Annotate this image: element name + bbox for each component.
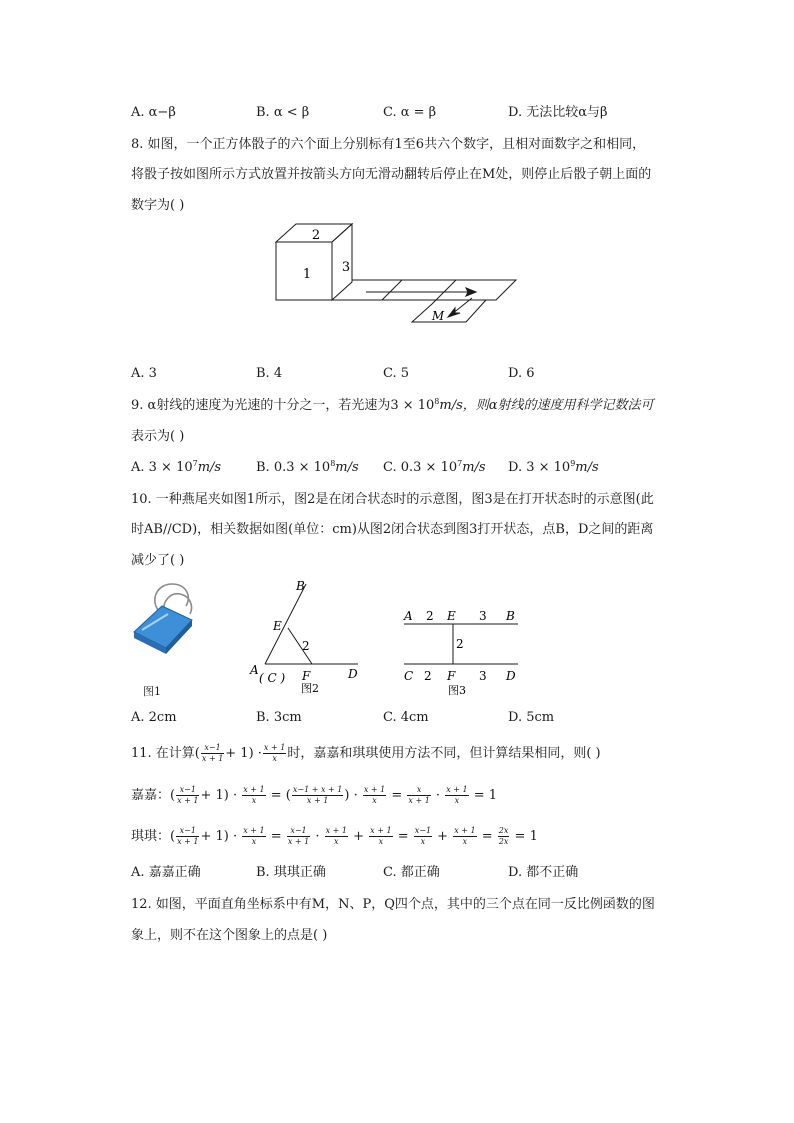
q9-option-b xyxy=(256,458,359,478)
fig2-label-b: B xyxy=(296,579,305,593)
qiqi-result: 1 xyxy=(529,829,538,844)
frac-den: x xyxy=(251,837,257,846)
q7-option-a: A. α−β xyxy=(131,105,176,120)
q9-text-line2: 表示为( ) xyxy=(131,429,185,444)
frac xyxy=(176,785,199,806)
fig3-label-d: D xyxy=(506,669,516,683)
q11-option-c: C. 都正确 xyxy=(383,865,440,880)
equals: = xyxy=(266,829,286,844)
q8-text-line1: 8. 如图，一个正方体骰子的六个面上分别标有1至6共六个数字，且相对面数字之和相同， xyxy=(131,137,646,152)
qiqi-label: 琪琪： xyxy=(131,829,171,844)
fig3-label-a: A xyxy=(404,609,413,623)
frac-num: x−1 xyxy=(414,826,432,835)
q9-option-a-exp: 7 xyxy=(192,459,198,468)
q11-jiajia-line xyxy=(131,785,497,806)
q9-option-a xyxy=(131,458,221,478)
frac xyxy=(363,785,386,806)
dot: · xyxy=(431,788,445,803)
q11-mid: + 1) · xyxy=(225,746,262,761)
fig2-closed-diagram xyxy=(244,576,369,696)
plus: + xyxy=(349,829,369,844)
fig3-caption: 图3 xyxy=(448,684,466,696)
fig3-label-b: B xyxy=(506,609,515,623)
fig3-open-diagram xyxy=(396,600,526,696)
q12-text-line1: 12. 如图，平面直角坐标系中有M，N、P，Q四个点，其中的三个点在同一反比例函数的图 xyxy=(131,897,655,912)
plus-one-close: + 1) · xyxy=(200,788,242,803)
fig2-label-e: E xyxy=(273,619,282,633)
fig2-label-2: 2 xyxy=(302,639,310,653)
fig3-label-cf: 2 xyxy=(424,669,432,683)
q8-option-d: D. 6 xyxy=(508,366,535,381)
frac-num: x + 1 xyxy=(446,785,468,794)
frac-num: x−1 xyxy=(176,826,199,837)
frac xyxy=(242,826,265,847)
frac xyxy=(292,785,343,806)
frac-den: x xyxy=(272,754,277,763)
frac-num: x−1 + x + 1 xyxy=(292,785,343,794)
frac-num: 2x xyxy=(498,826,509,835)
frac-num: x + 1 xyxy=(263,743,286,752)
dice-top-number: 2 xyxy=(311,228,321,243)
frac-den: x + 1 xyxy=(201,754,224,763)
q11-qiqi-line xyxy=(131,826,538,847)
frac-num: x + 1 xyxy=(243,785,265,794)
frac-den: x xyxy=(462,837,468,846)
jiajia-label: 嘉嘉： xyxy=(131,788,171,803)
frac-den: x xyxy=(420,837,426,846)
frac-num: x−1 xyxy=(287,826,310,837)
frac-num: x + 1 xyxy=(325,826,347,835)
frac-den: x + 1 xyxy=(177,837,199,846)
frac xyxy=(453,826,476,847)
fig3-label-ae: 2 xyxy=(426,609,434,623)
q11-option-d: D. 都不正确 xyxy=(508,865,579,880)
fig2-label-c: ( C ) xyxy=(259,671,286,685)
frac-num: x + 1 xyxy=(243,826,265,835)
dice-figure xyxy=(270,220,525,330)
close-dot: ) · xyxy=(344,788,362,803)
q9-option-b-exp: 8 xyxy=(330,459,336,468)
q9-option-d-base: D. 3 × 10 xyxy=(508,460,571,475)
equals: = xyxy=(510,829,530,844)
fig2-caption: 图2 xyxy=(301,682,319,695)
q7-option-b: B. α < β xyxy=(256,105,310,120)
track-m-cell xyxy=(412,300,486,322)
equals-open: = ( xyxy=(266,788,291,803)
q9-option-c-exp: 7 xyxy=(457,459,463,468)
q8-option-c: C. 5 xyxy=(383,366,410,381)
frac xyxy=(176,826,199,847)
q10-option-b: B. 3cm xyxy=(256,710,302,725)
jiajia-result: 1 xyxy=(488,788,498,803)
q11-frac-b xyxy=(263,743,286,764)
frac-den: x xyxy=(372,796,377,805)
q8-option-b: B. 4 xyxy=(256,366,283,381)
frac xyxy=(369,826,392,847)
frac-num: x + 1 xyxy=(363,785,386,794)
fig2-line-ab xyxy=(265,584,306,664)
q9-text-line1 xyxy=(131,396,654,416)
frac-den: x xyxy=(378,837,384,846)
q9-option-a-unit: m/s xyxy=(197,460,222,475)
q9-line1-post: m/s，则α射线的速度用科学记数法可 xyxy=(439,398,654,413)
q10-option-c: C. 4cm xyxy=(383,710,429,725)
dice-side-number: 3 xyxy=(341,260,351,275)
fig3-label-fd: 3 xyxy=(479,669,487,683)
frac xyxy=(498,826,510,847)
fig3-label-e: E xyxy=(447,609,456,623)
q10-text-line3: 减少了( ) xyxy=(131,553,185,568)
q8-option-a: A. 3 xyxy=(131,366,157,381)
q11-post: 时，嘉嘉和琪琪使用方法不同，但计算结果相同，则( ) xyxy=(287,746,601,761)
q10-option-d: D. 5cm xyxy=(508,710,555,725)
q11-option-b: B. 琪琪正确 xyxy=(256,865,326,880)
q9-option-b-unit: m/s xyxy=(335,460,359,475)
q9-option-c-unit: m/s xyxy=(462,460,486,475)
frac xyxy=(407,785,430,806)
paren-open: ( xyxy=(170,829,176,844)
q12-text-line2: 象上，则不在这个图象上的点是( ) xyxy=(131,928,328,943)
q9-option-a-base: A. 3 × 10 xyxy=(131,460,193,475)
fig1-caption: 图1 xyxy=(143,685,161,698)
frac xyxy=(414,826,432,847)
frac xyxy=(242,785,265,806)
frac-den: x xyxy=(334,837,339,846)
equals: = xyxy=(477,829,497,844)
q9-option-c-base: C. 0.3 × 10 xyxy=(383,460,458,475)
q10-text-line1: 10. 一种燕尾夹如图1所示，图2是在闭合状态时的示意图，图3是在打开状态时的示意图(此 xyxy=(131,492,654,507)
q7-option-c: C. α = β xyxy=(383,105,437,120)
frac xyxy=(325,826,348,847)
q11-option-a: A. 嘉嘉正确 xyxy=(131,865,201,880)
q9-option-d xyxy=(508,458,599,478)
q9-option-c xyxy=(383,458,486,478)
frac-den: x + 1 xyxy=(306,796,329,805)
equals: = xyxy=(393,829,413,844)
fig2-label-f: F xyxy=(302,669,311,683)
fig2-label-d: D xyxy=(348,667,358,681)
fig2-label-a: A xyxy=(250,663,259,677)
dice-front-number: 1 xyxy=(302,267,312,282)
frac-den: x + 1 xyxy=(408,796,430,805)
frac-den: x + 1 xyxy=(177,796,199,805)
q9-option-d-exp: 9 xyxy=(570,459,576,468)
q11-frac-a xyxy=(201,743,224,764)
q8-text-line3: 数字为( ) xyxy=(131,198,185,213)
equals: = xyxy=(469,788,489,803)
q9-option-b-base: B. 0.3 × 10 xyxy=(256,460,331,475)
frac-num: x xyxy=(407,785,430,796)
frac-num: x + 1 xyxy=(454,826,476,835)
binder-clip-illustration xyxy=(128,580,198,658)
paren-open: ( xyxy=(170,788,176,803)
q9-line1-pre: 9. α射线的速度为光速的十分之一，若光速为3 × 10 xyxy=(131,398,435,413)
q9-option-d-unit: m/s xyxy=(575,460,599,475)
q11-pre: 11. 在计算( xyxy=(131,746,200,761)
point-m-label: M xyxy=(431,309,445,323)
fig3-label-f: F xyxy=(447,669,456,683)
frac-den: 2x xyxy=(498,837,509,846)
track-outline xyxy=(332,280,516,300)
frac-num: x−1 xyxy=(201,743,224,754)
frac-den: x + 1 xyxy=(287,837,310,846)
q7-option-d: D. 无法比较α与β xyxy=(508,105,608,120)
frac xyxy=(287,826,310,847)
fig3-label-ef: 2 xyxy=(456,637,464,651)
frac xyxy=(445,785,468,806)
plus-one-close: + 1) · xyxy=(200,829,242,844)
fig3-label-c: C xyxy=(404,669,414,683)
fig3-label-eb: 3 xyxy=(479,609,487,623)
frac-num: x + 1 xyxy=(370,826,392,835)
dot: · xyxy=(311,829,324,844)
q8-text-line2: 将骰子按如图所示方式放置并按箭头方向无滑动翻转后停止在M处，则停止后骰子朝上面的 xyxy=(131,167,652,182)
frac-den: x xyxy=(454,796,460,805)
q10-option-a: A. 2cm xyxy=(131,710,177,725)
q11-text-line1 xyxy=(131,743,601,764)
q9-line1-exponent: 8 xyxy=(434,397,440,406)
frac-num: x−1 xyxy=(176,785,199,796)
frac-den: x xyxy=(251,796,257,805)
plus: + xyxy=(433,829,453,844)
equals: = xyxy=(387,788,407,803)
q10-text-line2: 时AB//CD)，相关数据如图(单位：cm)从图2闭合状态到图3打开状态，点B，D之间的距离 xyxy=(131,522,654,537)
